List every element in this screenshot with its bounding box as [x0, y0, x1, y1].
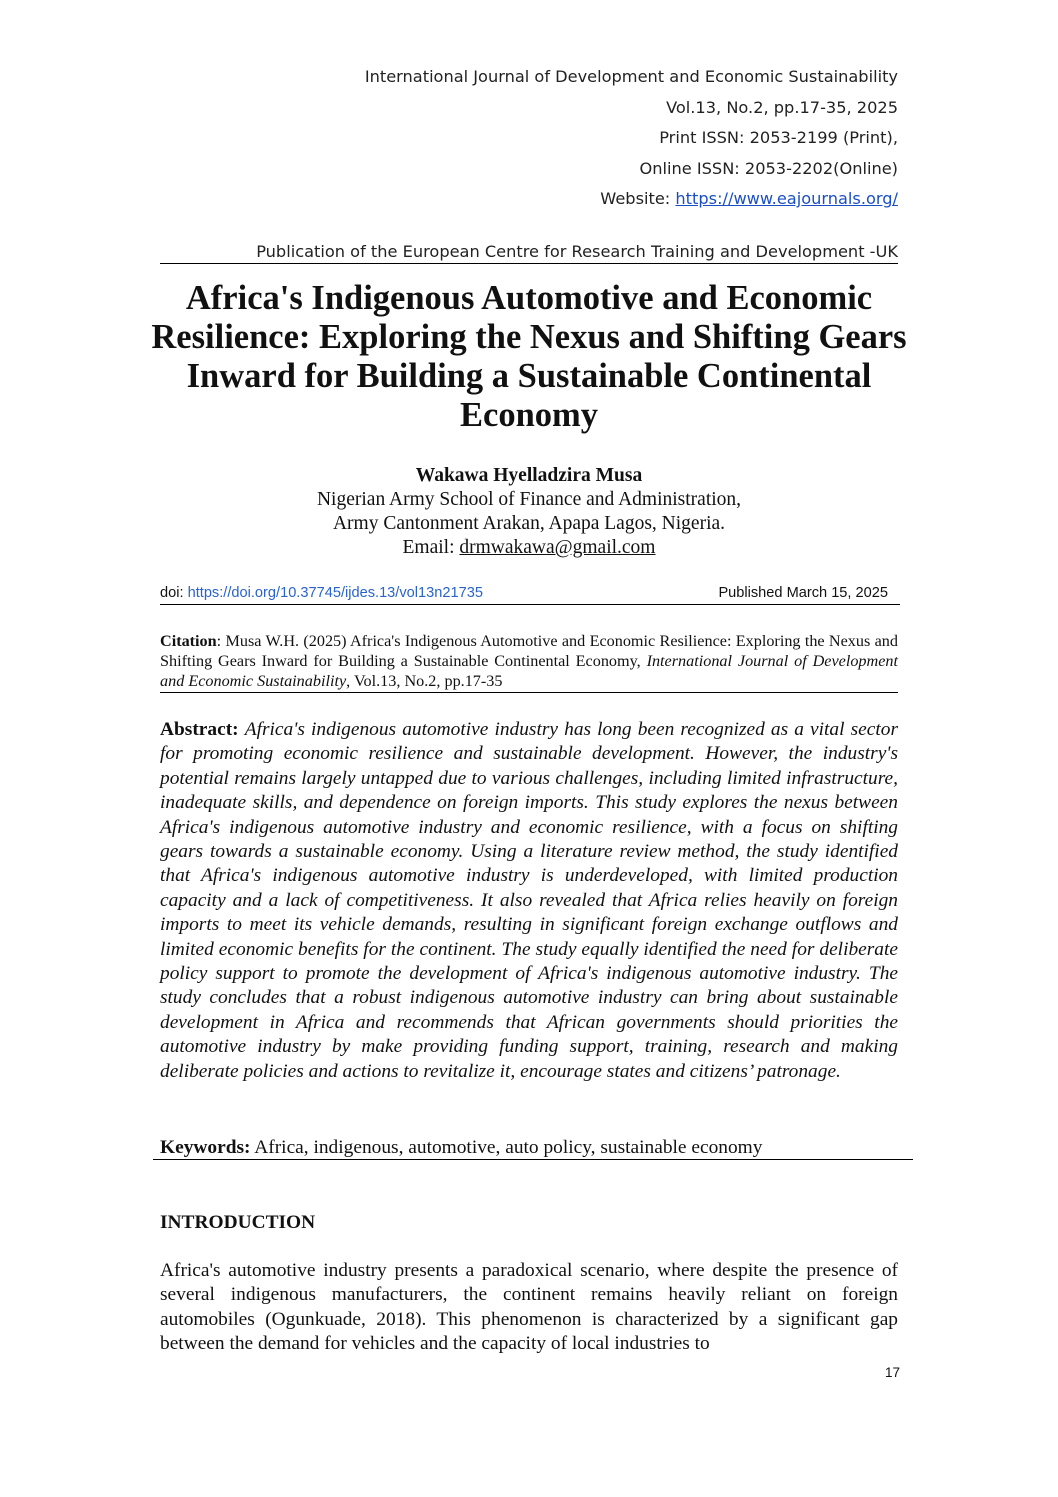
keywords-line: [153, 1136, 913, 1160]
online-issn: Online ISSN: 2053-2202(Online): [639, 158, 898, 178]
citation-label: Citation: [160, 632, 217, 650]
email-label: Email:: [402, 537, 460, 558]
email-link[interactable]: drmwakawa@gmail.com: [459, 537, 656, 558]
journal-volume: Vol.13, No.2, pp.17-35, 2025: [666, 97, 898, 117]
citation-journal: International Journal of Development and Economic Sustainability: [160, 652, 898, 690]
page-number: 17: [884, 1365, 900, 1380]
citation-volume: , Vol.13, No.2, pp.17-35: [346, 672, 503, 690]
keywords-label: Keywords:: [160, 1137, 251, 1158]
journal-header: [160, 62, 898, 215]
author-block: [160, 464, 898, 560]
email-line: [160, 536, 898, 560]
abstract-label: Abstract:: [160, 719, 239, 740]
published-date: Published March 15, 2025: [718, 585, 888, 601]
publisher-line: Publication of the European Centre for Research Training and Development -UK: [160, 241, 898, 264]
affiliation-line-1: Nigerian Army School of Finance and Administration,: [316, 489, 742, 510]
introduction-heading: INTRODUCTION: [160, 1212, 316, 1233]
keywords-text: Africa, indigenous, automotive, auto policy, sustainable economy: [254, 1137, 763, 1158]
website-label: Website:: [600, 189, 676, 208]
citation-text: : Musa W.H. (2025) Africa's Indigenous Automotive and Economic Resilience: Exploring the Nexus and Shifting Gears Inward for Building a Sustainable Continental Economy,: [160, 632, 898, 670]
citation-block: [160, 631, 898, 693]
abstract-text: Africa's indigenous automotive industry has long been recognized as a vital sector for promoting economic resilience and sustainable development. However, the industry's potential remains largely untapped due to various challenges, including limited infrastructure, inadequate skills, and dependence on foreign imports. This study explores the nexus between Africa's indigenous automotive industry and economic resilience, with a focus on shifting gears towards a sustainable economy. Using a literature review method, the study identified that Africa's indigenous automotive industry is underdeveloped, with limited production capacity and a lack of competitiveness. It also revealed that Africa relies heavily on foreign imports to meet its vehicle demands, resulting in significant foreign exchange outflows and limited economic benefits for the continent. The study equally identified the need for deliberate policy support to promote the development of Africa's indigenous automotive industry. The study concludes that a robust indigenous automotive industry can bring about sustainable development in Africa and recommends that African governments should priorities the automotive industry by make providing funding support, training, research and making deliberate policies and actions to revitalize it, encourage states and citizens’ patronage.: [160, 719, 898, 1082]
article-title: Africa's Indigenous Automotive and Economic Resilience: Exploring the Nexus and Shifting Gears Inward for Building a Sustainable Continental Economy: [151, 279, 907, 434]
website-line: [160, 184, 898, 215]
journal-name: International Journal of Development and Economic Sustainability: [364, 67, 898, 86]
doi-line: [160, 583, 900, 605]
print-issn: Print ISSN: 2053-2199 (Print),: [659, 128, 898, 147]
affiliation-line-2: Army Cantonment Arakan, Apapa Lagos, Nigeria.: [332, 513, 726, 534]
abstract-block: [160, 718, 898, 1084]
introduction-paragraph: Africa's automotive industry presents a paradoxical scenario, where despite the presence of several indigenous manufacturers, the continent remains heavily reliant on foreign automobiles (Ogunkuade, 2018). This phenomenon is characterized by a significant gap between the demand for vehicles and the capacity of local industries to: [160, 1260, 898, 1355]
website-link[interactable]: https://www.eajournals.org/: [675, 189, 898, 208]
doi-link[interactable]: https://doi.org/10.37745/ijdes.13/vol13n21735: [187, 585, 483, 601]
author-name: Wakawa Hyelladzira Musa: [415, 465, 643, 486]
doi-label: doi:: [160, 585, 188, 601]
